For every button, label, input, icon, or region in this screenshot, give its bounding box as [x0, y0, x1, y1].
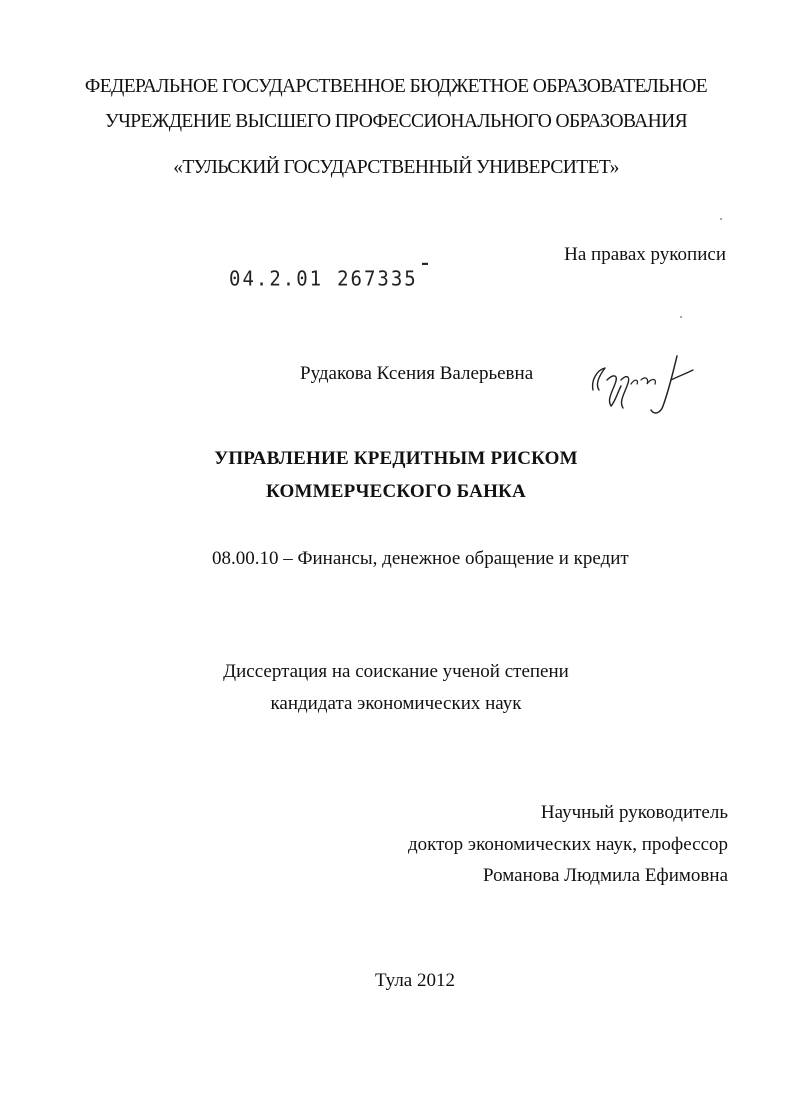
- scan-speck: [680, 316, 682, 318]
- degree-line-1: Диссертация на соискание ученой степени: [223, 661, 569, 682]
- registration-number: 267335: [337, 267, 418, 291]
- scan-speck: [720, 218, 722, 220]
- institution-line-2: УЧРЕЖДЕНИЕ ВЫСШЕГО ПРОФЕССИОНАЛЬНОГО ОБРАЗОВАНИЯ: [104, 111, 687, 132]
- city-year: Тула 2012: [375, 970, 455, 991]
- registration-code: 04.2.01: [229, 267, 324, 291]
- manuscript-rights-note: На правах рукописи: [564, 244, 726, 265]
- dissertation-title-line-1: УПРАВЛЕНИЕ КРЕДИТНЫМ РИСКОМ: [214, 448, 578, 469]
- dissertation-title-line-2: КОММЕРЧЕСКОГО БАНКА: [266, 481, 526, 502]
- registration-stamp: [229, 267, 418, 291]
- supervisor-degree: доктор экономических наук, профессор: [407, 834, 728, 855]
- specialty-code: 08.00.10 – Финансы, денежное обращение и кредит: [212, 548, 629, 569]
- author-name: Рудакова Ксения Валерьевна: [300, 363, 534, 384]
- institution-line-3: «ТУЛЬСКИЙ ГОСУДАРСТВЕННЫЙ УНИВЕРСИТЕТ»: [173, 157, 619, 178]
- institution-line-1: ФЕДЕРАЛЬНОЕ ГОСУДАРСТВЕННОЕ БЮДЖЕТНОЕ ОБРАЗОВАТЕЛЬНОЕ: [84, 76, 708, 97]
- supervisor-role: Научный руководитель: [540, 802, 728, 823]
- degree-line-2: кандидата экономических наук: [270, 693, 522, 714]
- stamp-tick-mark: [422, 263, 428, 265]
- author-signature: [585, 350, 700, 425]
- supervisor-name: Романова Людмила Ефимовна: [483, 865, 728, 886]
